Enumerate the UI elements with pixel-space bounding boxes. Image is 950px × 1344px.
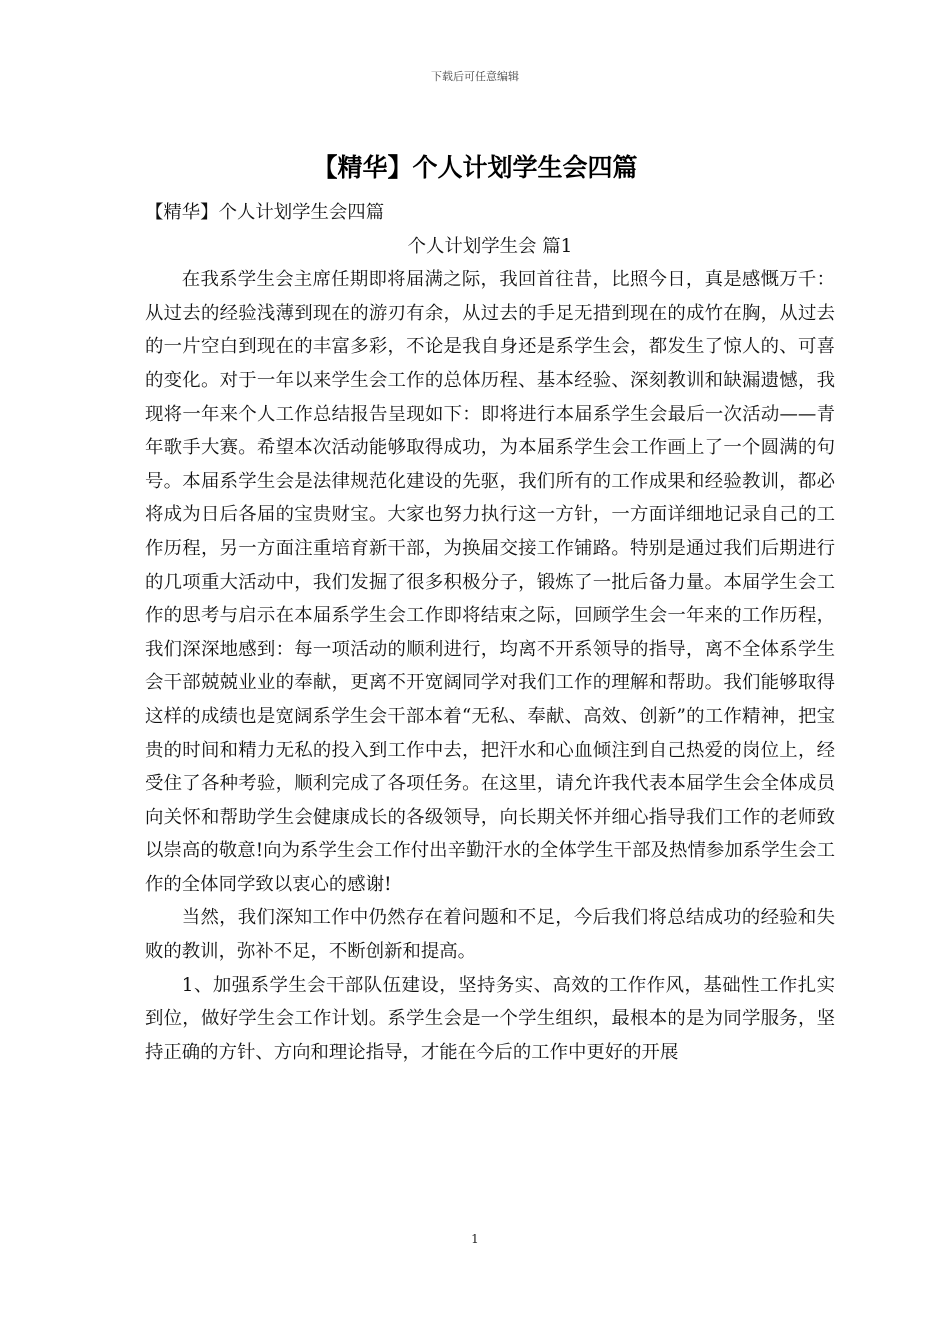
section-heading: 个人计划学生会 篇1 <box>407 235 573 257</box>
body-paragraph: 在我系学生会主席任期即将届满之际，我回首往昔，比照今日，真是感慨万千：从过去的经验浅薄到现在的游刃有余，从过去的手足无措到现在的成竹在胸，从过去的一片空白到现在的丰富多彩，不论是我自身还是系学生会，都发生了惊人的、可喜的变化。对于一年以来学生会工作的总体历程、基本经验、深刻教训和缺漏遗憾，我现将一年来个人工作总结报告呈现如下：即将进行本届系学生会最后一次活动——青年歌手大赛。希望本次活动能够取得成功，为本届系学生会工作画上了一个圆满的句号。本届系学生会是法律规范化建设的先驱，我们所有的工作成果和经验教训，都必将成为日后各届的宝贵财宝。大家也努力执行这一方针，一方面详细地记录自己的工作历程，另一方面注重培育新干部，为换届交接工作铺路。特别是通过我们后期进行的几项重大活动中，我们发掘了很多积极分子，锻炼了一批后备力量。本届学生会工作的思考与启示在本届系学生会工作即将结束之际，回顾学生会一年来的工作历程，我们深深地感到：每一项活动的顺利进行，均离不开系领导的指导，离不全体系学生会干部兢兢业业的奉献，更离不开宽阔同学对我们工作的理解和帮助。我们能够取得这样的成绩也是宽阔系学生会干部本着“无私、奉献、高效、创新”的工作精神，把宝贵的时间和精力无私的投入到工作中去，把汗水和心血倾注到自己热爱的岗位上，经受住了各种考验，顺利完成了各项任务。在这里，请允许我代表本届学生会全体成员向关怀和帮助学生会健康成长的各级领导，向长期关怀并细心指导我们工作的老师致以崇高的敬意!向为系学生会工作付出辛勤汗水的全体学生干部及热情参加系学生会工作的全体同学致以衷心的感谢! <box>145 269 835 895</box>
body-paragraph: 1、加强系学生会干部队伍建设，坚持务实、高效的工作作风，基础性工作扎实到位，做好学生会工作计划。系学生会是一个学生组织，最根本的是为同学服务，坚持正确的方针、方向和理论指导，才能在今后的工作中更好的开展 <box>145 974 835 1063</box>
document-title: 【精华】个人计划学生会四篇 <box>312 153 638 182</box>
document-body <box>145 196 835 1069</box>
body-paragraph: 当然，我们深知工作中仍然存在着问题和不足，今后我们将总结成功的经验和失败的教训，弥补不足，不断创新和提高。 <box>145 907 835 963</box>
document-subtitle: 【精华】个人计划学生会四篇 <box>145 202 385 223</box>
header-note: 下载后可任意编辑 <box>431 70 519 83</box>
page-number: 1 <box>471 1232 479 1246</box>
